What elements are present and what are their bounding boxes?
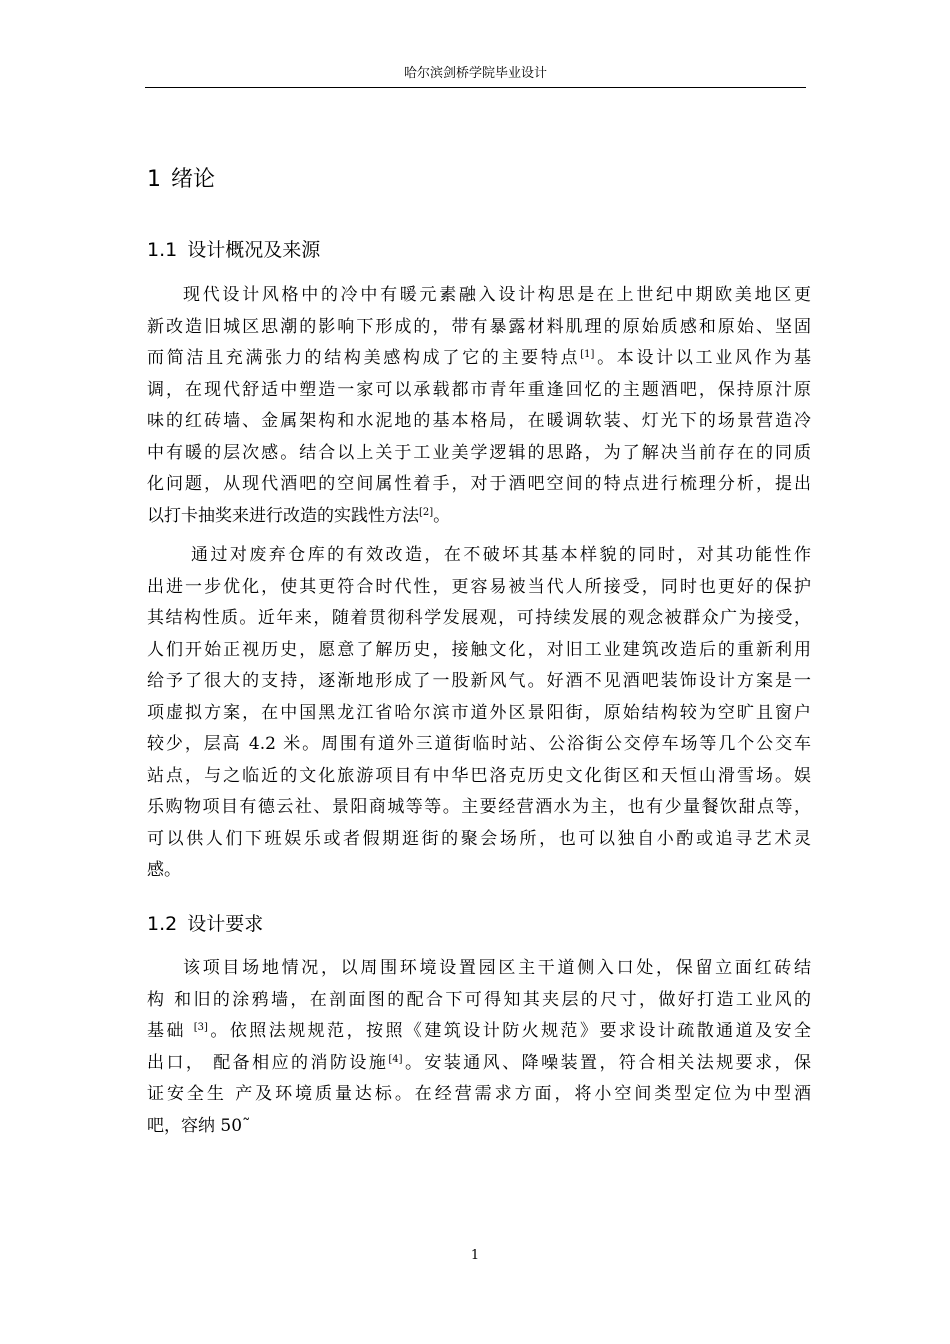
text-fragment: 基础 <box>147 1021 194 1041</box>
text-fragment: 出口， 配备相应的消防设施 <box>147 1052 389 1073</box>
text-line: 该项目场地情况，以周围环境设置园区主干道侧入口处，保留立面红砖结 <box>183 958 811 978</box>
citation-ref: [3] <box>193 1022 208 1033</box>
text-line <box>147 343 811 375</box>
chapter-title: 绪论 <box>171 167 216 192</box>
section-number: 1.1 <box>147 239 178 261</box>
chapter-heading <box>147 165 215 195</box>
text-line <box>147 501 811 533</box>
chapter-number: 1 <box>147 167 161 192</box>
citation-ref: [4] <box>388 1053 403 1065</box>
text-line: 通过对废弃仓库的有效改造，在不破坏其基本样貌的同时，对其功能性作 <box>191 545 811 565</box>
section-1-2-paragraph-1 <box>147 953 811 1142</box>
citation-ref: [1] <box>580 349 595 360</box>
text-line: 中有暖的层次感。结合以上关于工业美学逻辑的思路，为了解决当前存在的同质 <box>147 442 811 463</box>
text-fragment: 。依照法规规范，按照《建筑设计防火规范》要求设计疏散通道及安全 <box>207 1021 811 1041</box>
text-line: 新改造旧城区思潮的影响下形成的，带有暴露材料肌理的原始质感和原始、坚固 <box>147 316 811 337</box>
text-line: 乐购物项目有德云社、景阳商城等等。主要经营酒水为主，也有少量餐饮甜点等， <box>147 797 811 817</box>
text-line: 调，在现代舒适中塑造一家可以承载都市青年重逢回忆的主题酒吧，保持原汁原 <box>147 379 811 400</box>
section-title: 设计要求 <box>187 913 264 935</box>
text-line: 现代设计风格中的冷中有暖元素融入设计构思是在上世纪中期欧美地区更 <box>183 285 811 305</box>
text-fragment: 。 <box>433 505 451 526</box>
section-number: 1.2 <box>147 913 178 935</box>
text-line: 人们开始正视历史，愿意了解历史，接触文化，对旧工业建筑改造后的重新利用 <box>147 639 811 660</box>
page-header-title: 哈尔滨剑桥学院毕业设计 <box>403 66 547 81</box>
text-line: 吧，容纳 50˜ <box>147 1115 251 1136</box>
text-line <box>147 1048 811 1080</box>
text-fragment: 以打卡抽奖来进行改造的实践性方法 <box>147 505 419 526</box>
text-line: 出进一步优化，使其更符合时代性，更容易被当代人所接受，同时也更好的保护 <box>147 576 811 597</box>
section-1-1-paragraph-2 <box>147 540 811 887</box>
text-line: 感。 <box>147 860 181 880</box>
text-line: 味的红砖墙、金属架构和水泥地的基本格局，在暖调软装、灯光下的场景营造冷 <box>147 411 811 431</box>
text-line: 其结构性质。近年来，随着贯彻科学发展观，可持续发展的观念被群众广为接受， <box>147 608 811 628</box>
section-1-1-paragraph-1 <box>147 280 811 532</box>
text-line: 构 和旧的涂鸦墙，在剖面图的配合下可得知其夹层的尺寸，做好打造工业风的 <box>147 989 811 1010</box>
section-title: 设计概况及来源 <box>187 239 321 261</box>
text-fragment: 。本设计以工业风作为基 <box>594 348 811 368</box>
header-divider <box>145 87 806 88</box>
text-line: 项虚拟方案，在中国黑龙江省哈尔滨市道外区景阳街，原始结构较为空旷且窗户 <box>147 702 811 723</box>
text-line: 证安全生 产及环境质量达标。在经营需求方面，将小空间类型定位为中型酒 <box>147 1084 811 1104</box>
text-line: 站点，与之临近的文化旅游项目有中华巴洛克历史文化街区和天恒山滑雪场。娱 <box>147 765 811 786</box>
text-line: 给予了很大的支持，逐渐地形成了一股新风气。好酒不见酒吧装饰设计方案是一 <box>147 671 811 691</box>
section-heading-1-2 <box>147 911 263 937</box>
citation-ref: [2] <box>419 506 434 518</box>
text-fragment: 而简洁且充满张力的结构美感构成了它的主要特点 <box>147 348 581 368</box>
page-number: 1 <box>470 1248 480 1263</box>
text-line: 可以供人们下班娱乐或者假期逛街的聚会场所，也可以独自小酌或追寻艺术灵 <box>147 828 811 849</box>
text-line: 较少，层高 4.2 米。周围有道外三道街临时站、公浴街公交停车场等几个公交车 <box>147 734 811 754</box>
text-line <box>147 1016 811 1048</box>
text-line: 化问题，从现代酒吧的空间属性着手，对于酒吧空间的特点进行梳理分析，提出 <box>147 474 811 494</box>
text-fragment: 。安装通风、降噪装置，符合相关法规要求，保 <box>402 1052 812 1073</box>
section-heading-1-1 <box>147 237 320 263</box>
